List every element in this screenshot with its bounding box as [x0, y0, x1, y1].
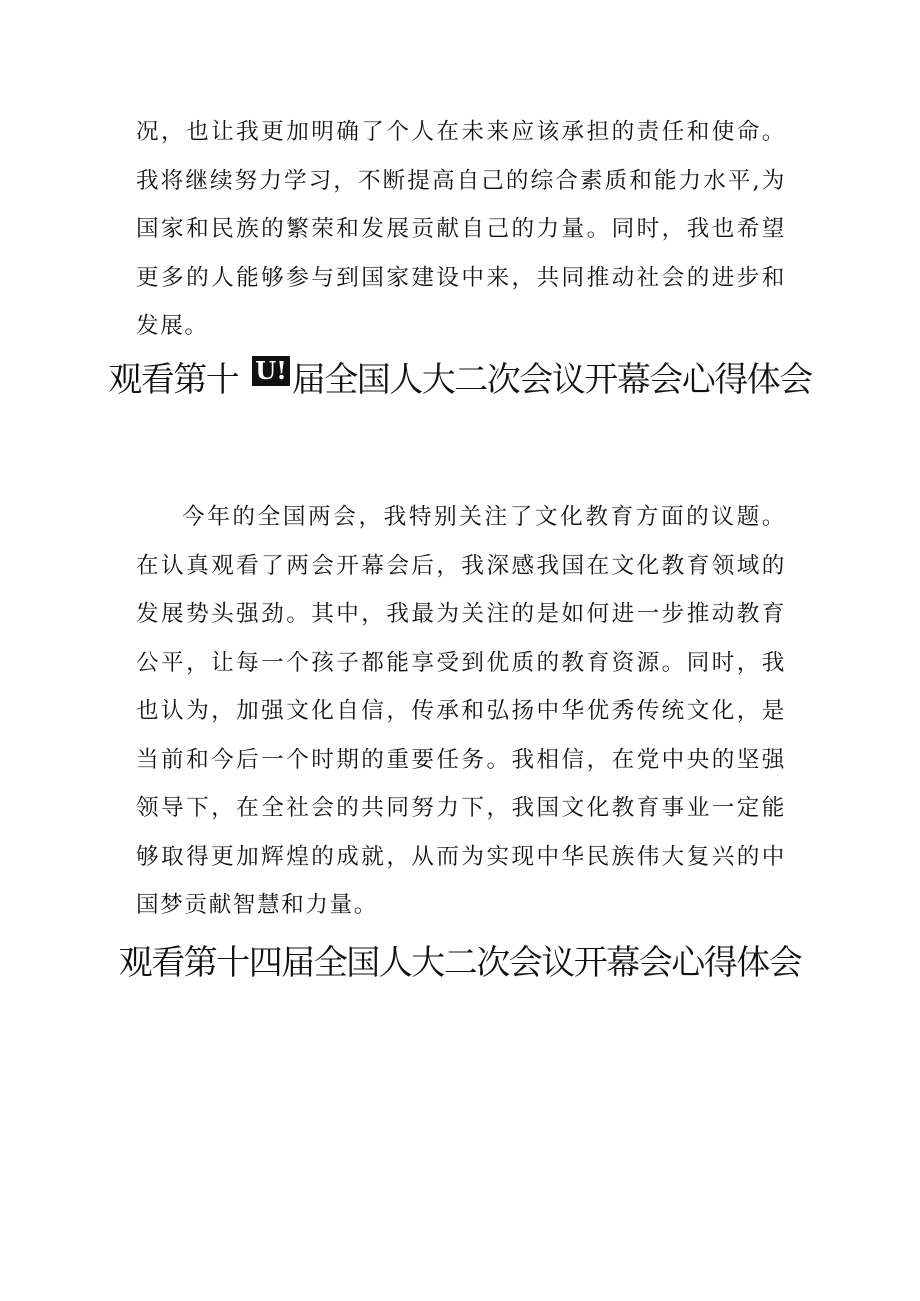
garbled-glyph-mark: U! [252, 356, 289, 386]
heading-1-text-before: 观看第十 [108, 360, 239, 400]
body-paragraph-continued: 况，也让我更加明确了个人在未来应该承担的责任和使命。我将继续努力学习，不断提高自己的综合素质和能力水平,为国家和民族的繁荣和发展贡献自己的力量。同时，我也希望更多的人能够参与到国家建设中来，共同推动社会的进步和发展。 [136, 119, 786, 339]
body-paragraph: 今年的全国两会，我特别关注了文化教育方面的议题。在认真观看了两会开幕会后，我深感我国在文化教育领域的发展势头强劲。其中，我最为关注的是如何进一步推动教育公平，让每一个孩子都能享受到优质的教育资源。同时，我也认为，加强文化自信，传承和弘扬中华优秀传统文化，是当前和今后一个时期的重要任务。我相信，在党中央的坚强领导下，在全社会的共同努力下，我国文化教育事业一定能够取得更加辉煌的成就，从而为实现中华民族伟大复兴的中国梦贡献智慧和力量。 [136, 504, 786, 918]
section-heading-1 [90, 356, 830, 403]
section-heading-2: 观看第十四届全国人大二次会议开幕会心得体会 [118, 943, 802, 983]
heading-1-text-after: 届全国人大二次会议开幕会心得体会 [291, 360, 812, 400]
